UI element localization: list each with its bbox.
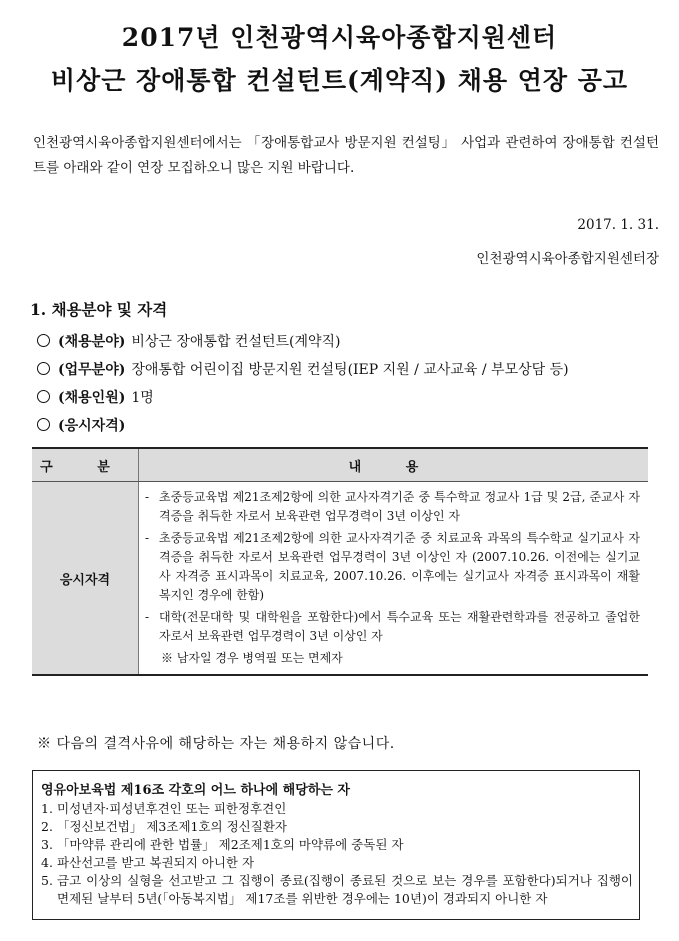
circle-bullet-icon — [37, 362, 50, 375]
qualification-item-1: - 초중등교육법 제21조제2항에 의한 교사자격기준 중 특수학교 정교사 1급 및 2급, 준교사 자격증을 취득한 자로서 보육관련 업무경력이 3년 이상인 자 — [145, 490, 640, 523]
item-headcount — [37, 387, 154, 407]
list-item: 5. 금고 이상의 실형을 선고받고 그 집행이 종료(집행이 종료된 것으로 보는 경우를 포함한다)되거나 집행이 면제된 날부터 5년(「아동복지법」 제17조를 위반한 경우에는 10년)이 경과되지 아니한 자 — [41, 873, 633, 906]
table-header-content: 내 용 — [139, 448, 649, 482]
qualification-item-3: - 대학(전문대학 및 대학원을 포함한다)에서 특수교육 또는 재활관련학과를 전공하고 졸업한 자로서 보육관련 업무경력이 3년 이상인 자 — [145, 610, 640, 643]
table-header-row — [32, 448, 648, 482]
intro-paragraph: 인천광역시육아종합지원센터에서는 「장애통합교사 방문지원 컨설팅」 사업과 관련하여 장애통합 컨설턴트를 아래와 같이 연장 모집하오니 많은 지원 바랍니다. — [33, 135, 659, 176]
disqualification-notice: ※ 다음의 결격사유에 해당하는 자는 채용하지 않습니다. — [37, 736, 395, 752]
item-work-field — [37, 359, 569, 379]
qualification-item-2: - 초중등교육법 제21조제2항에 의한 교사자격기준 중 치료교육 과목의 특수학교 실기교사 자격증을 취득한 자로서 보육관련 업무경력이 3년 이상인 자 (2007.10.26. 이전에는 실기교사 자격증 표시과목이 치료교육, 2007.10.26. 이후에는 실기교사 자격증 표시과목이 재활복지인 경우에 한함) — [145, 531, 640, 602]
table-row — [32, 482, 648, 676]
circle-bullet-icon — [37, 334, 50, 347]
item-value: 장애통합 어린이집 방문지원 컨설팅(IEP 지원 / 교사교육 / 부모상담 등) — [131, 362, 569, 378]
list-item: 4. 파산선고를 받고 복권되지 아니한 자 — [41, 855, 255, 870]
item-label: (채용분야) — [58, 334, 126, 350]
item-value: 1명 — [131, 390, 154, 406]
item-label: (업무분야) — [58, 362, 126, 378]
circle-bullet-icon — [37, 390, 50, 403]
circle-bullet-icon — [37, 418, 50, 431]
item-qualification — [37, 415, 131, 435]
title-line-2: 비상근 장애통합 컨설턴트(계약직) 채용 연장 공고 — [50, 66, 629, 95]
list-item: 2. 「정신보건법」 제3조제1호의 정신질환자 — [41, 819, 287, 834]
item-label: (채용인원) — [58, 390, 126, 406]
organization-signature: 인천광역시육아종합지원센터장 — [476, 251, 659, 267]
box-title: 영유아보육법 제16조 각호의 어느 하나에 해당하는 자 — [41, 783, 350, 798]
section-1-title: 1. 채용분야 및 자격 — [30, 300, 168, 319]
list-item: 3. 「마약류 관리에 관한 법률」 제2조제1호의 마약류에 중독된 자 — [41, 837, 404, 852]
announcement-date: 2017. 1. 31. — [577, 217, 659, 233]
table-header-category: 구 분 — [32, 448, 139, 482]
table-row-content — [139, 482, 649, 676]
military-service-note: ※ 남자일 경우 병역필 또는 면제자 — [161, 651, 343, 665]
item-value: 비상근 장애통합 컨설턴트(계약직) — [131, 334, 341, 350]
list-item: 1. 미성년자·피성년후견인 또는 피한정후견인 — [41, 801, 287, 816]
disqualification-box — [32, 770, 640, 920]
title-line-1: 2017년 인천광역시육아종합지원센터 — [121, 23, 558, 52]
item-label: (응시자격) — [58, 418, 126, 434]
table-row-label: 응시자격 — [32, 482, 139, 676]
qualification-table — [32, 447, 648, 676]
item-recruitment-field — [37, 331, 341, 351]
